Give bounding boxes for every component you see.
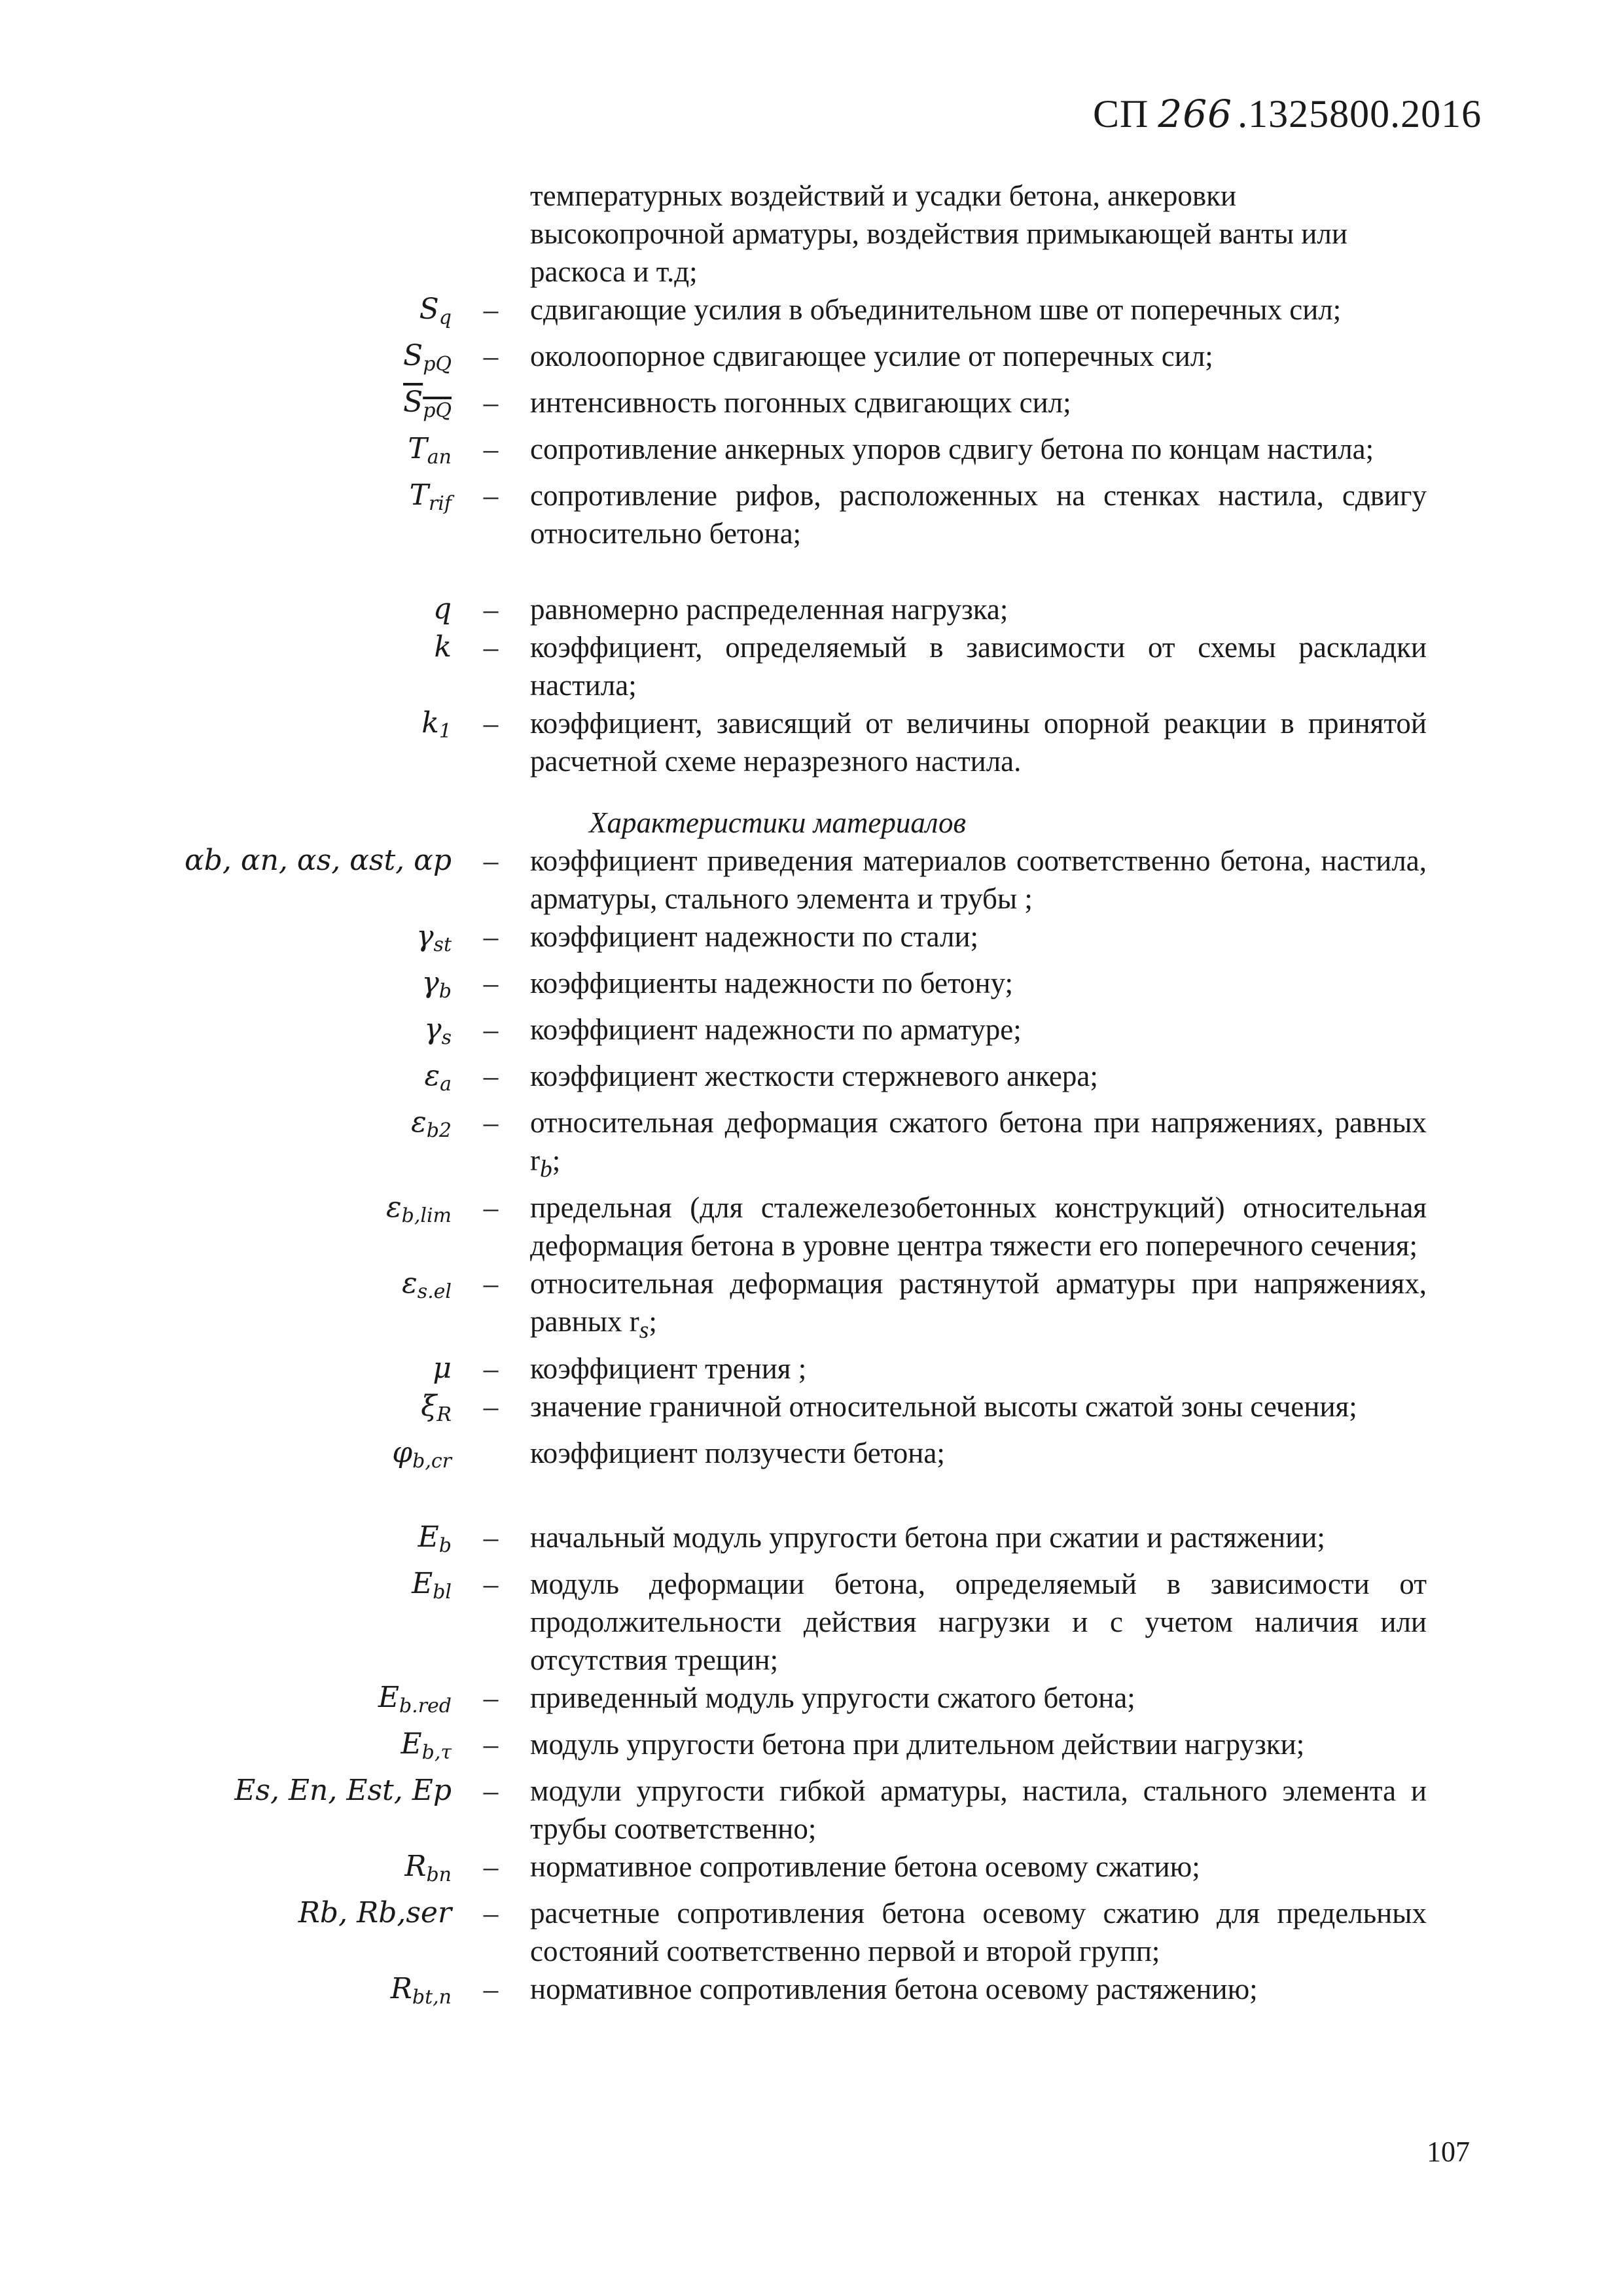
notation-dash: – <box>483 707 499 740</box>
notation-entry <box>0 628 1623 704</box>
continuation-text: температурных воздействий и усадки бетона, анкеровки высокопрочной арматуры, воздействия примыкающей ванты или раскоса и т.д; <box>530 179 1347 288</box>
notation-description: относительная деформация сжатого бетона при напряжениях, равных $r_b$; <box>530 1106 1427 1183</box>
notation-entry <box>0 1265 1623 1350</box>
notation-dash: – <box>483 1106 499 1139</box>
notation-symbol: $\xi_R$ <box>421 1390 452 1426</box>
notation-entry <box>0 1679 1623 1725</box>
notation-dash: – <box>483 386 499 419</box>
notation-description: модуль упругости бетона при длительном действии нагрузки; <box>530 1728 1305 1761</box>
notation-symbol: $\gamma_{st}$ <box>416 920 452 956</box>
notation-dash: – <box>483 1013 499 1046</box>
notation-symbol: αb, αn, αs, αst, αp <box>185 844 452 877</box>
notation-entry <box>0 1350 1623 1388</box>
notation-entry <box>0 1434 1623 1480</box>
notation-dash: – <box>483 293 499 326</box>
notation-entry <box>0 1894 1623 1970</box>
notation-dash: – <box>483 340 499 372</box>
notation-description: коэффициент надежности по арматуре; <box>530 1013 1022 1046</box>
notation-symbol: k <box>434 630 452 664</box>
notation-description: предельная (для сталежелезобетонных конструкций) относительная деформация бетона в уровне центра тяжести его поперечного сечения; <box>530 1191 1427 1262</box>
notation-symbol: $E_b$ <box>418 1520 452 1557</box>
notation-entry <box>0 704 1623 780</box>
notation-entry <box>0 1848 1623 1894</box>
notation-symbol: $E_{b,\tau}$ <box>401 1727 452 1764</box>
notation-description: коэффициент, определяемый в зависимости от схемы раскладки настила; <box>530 631 1427 702</box>
notation-entry <box>0 1772 1623 1848</box>
notation-description: сдвигающие усилия в объединительном шве от поперечных сил; <box>530 293 1342 326</box>
notation-description: околоопорное сдвигающее усилие от поперечных сил; <box>530 340 1213 372</box>
notation-symbol: $\gamma_b$ <box>421 966 452 1003</box>
spacer <box>0 780 1623 804</box>
notation-dash: – <box>483 1191 499 1224</box>
notation-symbol: $T_{an}$ <box>408 432 452 469</box>
spacer <box>0 552 1623 590</box>
notation-list <box>0 177 1623 2017</box>
notation-dash: – <box>483 1352 499 1385</box>
notation-entry <box>0 430 1623 476</box>
notation-symbol: $\varepsilon_{s.el}$ <box>402 1266 452 1303</box>
notation-description: значение граничной относительной высоты сжатой зоны сечения; <box>530 1390 1357 1423</box>
code-suffix: .1325800.2016 <box>1238 92 1482 135</box>
notation-dash: – <box>483 1521 499 1554</box>
notation-entry <box>0 1057 1623 1103</box>
notation-symbol: $\varepsilon_{b,lim}$ <box>385 1191 452 1227</box>
notation-dash: – <box>483 967 499 999</box>
notation-dash: – <box>483 479 499 512</box>
notation-symbol: Es, En, Est, Ep <box>234 1774 452 1807</box>
notation-dash: – <box>483 844 499 877</box>
notation-description: сопротивление анкерных упоров сдвигу бетона по концам настила; <box>530 433 1374 465</box>
notation-dash: – <box>483 1568 499 1600</box>
notation-symbol: $\varepsilon_{b2}$ <box>411 1105 452 1142</box>
notation-symbol: $R_{bt,n}$ <box>390 1972 452 2009</box>
notation-description: коэффициент приведения материалов соответственно бетона, настила, арматуры, стального элемента и трубы ; <box>530 844 1427 915</box>
notation-entry <box>0 1565 1623 1679</box>
notation-symbol: μ <box>433 1352 452 1385</box>
notation-dash: – <box>483 1897 499 1929</box>
notation-description: равномерно распределенная нагрузка; <box>530 593 1008 626</box>
notation-symbol: $S_{pQ}$ <box>403 339 452 376</box>
notation-description: коэффициент ползучести бетона; <box>530 1437 945 1469</box>
notation-description: расчетные сопротивления бетона осевому сжатию для предельных состояний соответственно первой и второй групп; <box>530 1897 1427 1967</box>
notation-description: модули упругости гибкой арматуры, настила, стального элемента и трубы соответственно; <box>530 1774 1427 1845</box>
notation-description: коэффициент, зависящий от величины опорной реакции в принятой расчетной схеме неразрезного настила. <box>530 707 1427 778</box>
notation-entry <box>0 1189 1623 1265</box>
notation-dash: – <box>483 1267 499 1300</box>
notation-dash: – <box>483 1774 499 1807</box>
notation-dash: – <box>483 1060 499 1092</box>
notation-entry <box>0 964 1623 1011</box>
spacer <box>0 1480 1623 1518</box>
notation-entry <box>0 476 1623 552</box>
notation-entry <box>0 590 1623 628</box>
notation-entry <box>0 918 1623 964</box>
notation-description: приведенный модуль упругости сжатого бетона; <box>530 1681 1135 1714</box>
notation-symbol: $k_1$ <box>421 706 452 743</box>
notation-symbol: $\varphi_{b,cr}$ <box>392 1436 452 1473</box>
code-prefix: СП <box>1093 92 1149 135</box>
notation-dash-empty <box>452 1434 530 1480</box>
notation-entry <box>0 842 1623 918</box>
notation-description: модуль деформации бетона, определяемый в зависимости от продолжительности действия нагрузки и с учетом наличия или отсутствия трещин; <box>530 1568 1427 1676</box>
notation-description: начальный модуль упругости бетона при сжатии и растяжении; <box>530 1521 1325 1554</box>
notation-symbol: $E_{bl}$ <box>412 1567 452 1604</box>
notation-dash: – <box>483 1681 499 1714</box>
notation-description: интенсивность погонных сдвигающих сил; <box>530 386 1071 419</box>
page-number: 107 <box>1427 2136 1470 2168</box>
notation-entry <box>0 291 1623 337</box>
notation-entry <box>0 1518 1623 1565</box>
document-code <box>1093 92 1482 137</box>
notation-symbol: $\varepsilon_a$ <box>424 1059 452 1096</box>
notation-description: нормативное сопротивление бетона осевому сжатию; <box>530 1850 1200 1883</box>
notation-entry <box>0 384 1623 430</box>
notation-description: коэффициент надежности по стали; <box>530 920 979 953</box>
notation-entry <box>0 337 1623 384</box>
notation-description: коэффициенты надежности по бетону; <box>530 967 1014 999</box>
notation-dash: – <box>483 433 499 465</box>
notation-dash: – <box>483 1973 499 2005</box>
notation-symbol: Rb, Rb,ser <box>298 1896 452 1929</box>
notation-symbol: $E_{b.red}$ <box>378 1681 452 1717</box>
notation-entry <box>0 1011 1623 1057</box>
handwritten-number: 266 <box>1158 92 1233 136</box>
notation-dash: – <box>483 631 499 664</box>
notation-symbol: $T_{rif}$ <box>409 478 452 515</box>
notation-dash: – <box>483 920 499 953</box>
notation-symbol: $S_{pQ}$ <box>403 386 452 422</box>
notation-entry <box>0 1970 1623 2017</box>
notation-dash: – <box>483 1390 499 1423</box>
notation-description: сопротивление рифов, расположенных на стенках настила, сдвигу относительно бетона; <box>530 479 1427 550</box>
notation-description: коэффициент жесткости стержневого анкера; <box>530 1060 1098 1092</box>
notation-dash: – <box>483 1728 499 1761</box>
notation-dash: – <box>483 1850 499 1883</box>
notation-symbol: $\gamma_s$ <box>424 1013 452 1049</box>
notation-symbol: $S_q$ <box>419 293 452 329</box>
notation-dash: – <box>483 593 499 626</box>
notation-description: относительная деформация растянутой арматуры при напряжениях, равных $r_s$; <box>530 1267 1427 1344</box>
notation-symbol: $R_{bn}$ <box>404 1850 452 1886</box>
notation-entry <box>0 1388 1623 1434</box>
section-title: Характеристики материалов <box>589 806 967 839</box>
notation-description: коэффициент трения ; <box>530 1352 807 1385</box>
notation-description: нормативное сопротивления бетона осевому растяжению; <box>530 1973 1258 2005</box>
notation-symbol: q <box>433 592 452 626</box>
notation-entry <box>0 1725 1623 1772</box>
notation-entry <box>0 1103 1623 1189</box>
